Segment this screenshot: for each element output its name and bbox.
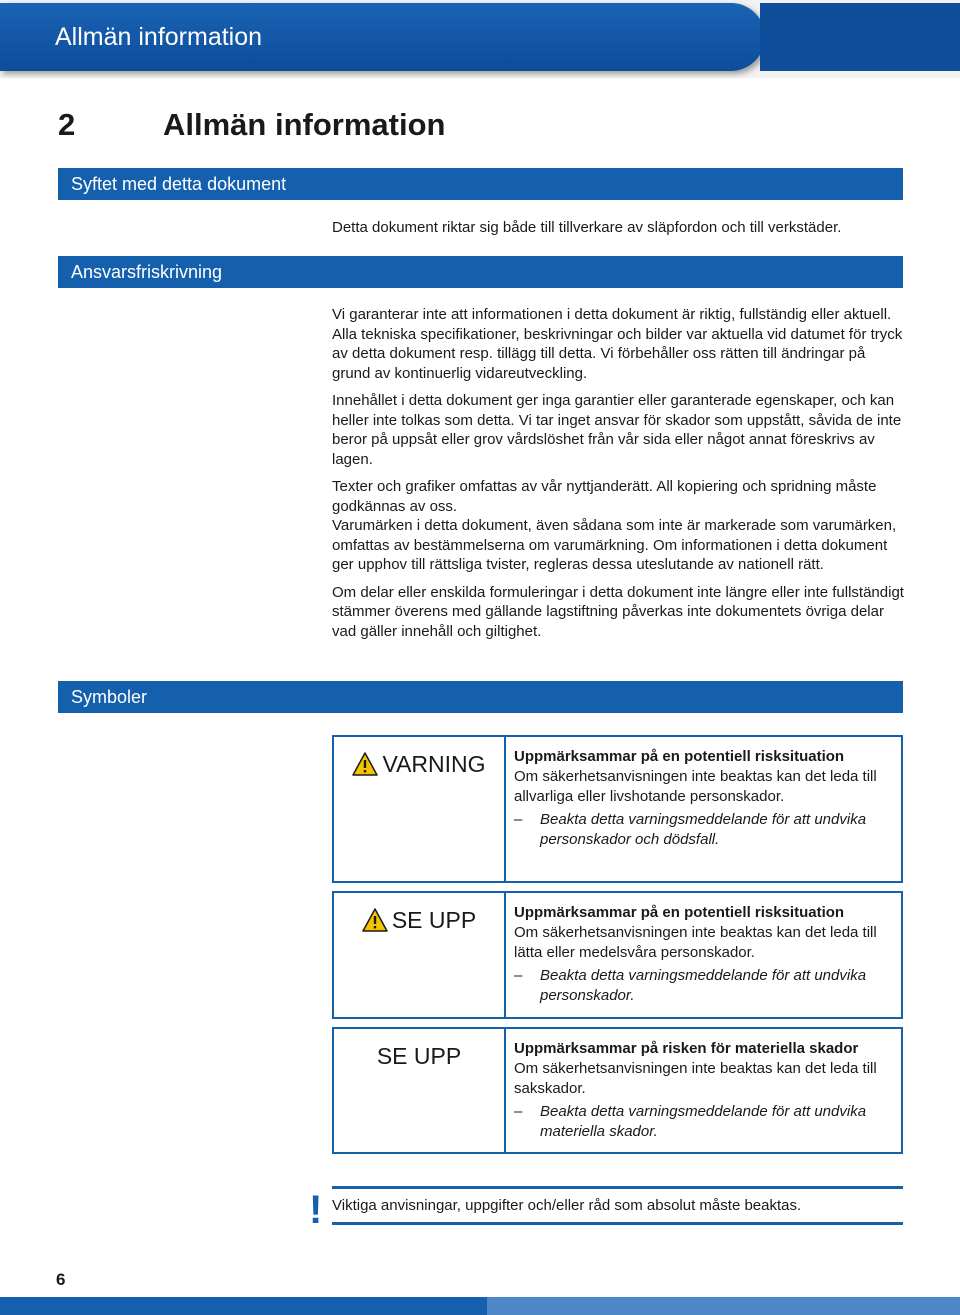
symbol-body: Om säkerhetsanvisningen inte beaktas kan det leda till allvarliga eller livshotande personskador.: [514, 768, 877, 805]
symbol-body: Om säkerhetsanvisningen inte beaktas kan det leda till lätta eller medelsvåra personskador.: [514, 924, 877, 961]
instruction-text: Beakta detta varningsmeddelande för att undvika materiella skador.: [540, 1103, 867, 1140]
chapter-title: Allmän information: [163, 107, 446, 142]
symbol-label: [334, 893, 506, 1017]
instruction-text: Beakta detta varningsmeddelande för att undvika personskador.: [540, 967, 867, 1004]
note-top-rule: [332, 1186, 903, 1189]
header-bar-extension: [760, 3, 960, 71]
section-disclaimer-title: Ansvarsfriskrivning: [58, 256, 903, 288]
dash-mark: –: [514, 811, 523, 828]
disclaimer-paragraph: Vi garanterar inte att informationen i detta dokument är riktig, fullständig eller aktuell. Alla tekniska specifikationer, beskrivningar och bilder var aktuella vid datumet för tryck av detta dokument resp. tillägg till detta. Vi förbehåller oss rätten till ändringar på grund av kontinuerlig vidareutveckling.: [332, 306, 903, 382]
symbol-heading: Uppmärksammar på en potentiell risksituation: [514, 748, 845, 765]
symbol-label-text: VARNING: [382, 751, 486, 777]
symbol-label: [334, 737, 506, 881]
symbol-label-text: SE UPP: [376, 1043, 462, 1069]
symbol-box-property-damage: [332, 1027, 903, 1154]
disclaimer-paragraph: Innehållet i detta dokument ger inga garantier eller garanterade egenskaper, och kan heller inte tolkas som detta. Vi tar inget ansvar för skador som uppstått, såvida de inte beror på uppsåt eller grov vårdslöshet från vår sida eller något annat föreskrivs av lagen.: [332, 392, 902, 468]
symbol-description: [514, 747, 899, 850]
symbol-description: [514, 1039, 899, 1142]
disclaimer-paragraph: Texter och grafiker omfattas av vår nyttjanderätt. All kopiering och spridning måste godkännas av oss.: [332, 478, 877, 515]
symbol-description: [514, 903, 899, 1006]
purpose-text: Detta dokument riktar sig både till tillverkare av släpfordon och till verkstäder.: [332, 219, 842, 236]
symbol-heading: Uppmärksammar på risken för materiella skador: [514, 1040, 859, 1057]
warning-triangle-icon: [352, 752, 378, 776]
warning-triangle-icon: [362, 908, 388, 932]
section-symbols-title: Symboler: [58, 681, 903, 713]
exclamation-icon: !: [309, 1188, 323, 1232]
symbol-box-caution: [332, 891, 903, 1019]
header-title: Allmän information: [55, 23, 263, 51]
symbol-instruction: [514, 1102, 899, 1142]
disclaimer-paragraph: Om delar eller enskilda formuleringar i detta dokument inte längre eller inte fullständigt stämmer överens med gällande lagstiftning påverkas inte dokumentets övriga delar vad gäller innehåll och giltighet.: [332, 583, 904, 640]
disclaimer-text: [332, 305, 904, 641]
symbol-label-text: SE UPP: [391, 907, 477, 933]
footer-bar: [0, 1297, 960, 1315]
chapter-number: 2: [58, 107, 76, 142]
symbol-body: Om säkerhetsanvisningen inte beaktas kan det leda till sakskador.: [514, 1060, 877, 1097]
dash-mark: –: [514, 1103, 523, 1120]
dash-mark: –: [514, 967, 523, 984]
symbol-instruction: [514, 810, 899, 850]
disclaimer-paragraph: Varumärken i detta dokument, även sådana som inte är markerade som varumärken, omfattas av bestämmelserna om varumärkning. Om informationen i detta dokument ger upphov till rättsliga tvister, regleras dessa uteslutande av nationell rätt.: [332, 517, 897, 573]
footer-bar-accent: [487, 1297, 960, 1315]
page-number: 6: [56, 1270, 66, 1289]
chapter-heading: [58, 106, 445, 144]
symbol-label: [334, 1029, 506, 1152]
section-purpose-title: Syftet med detta dokument: [58, 168, 903, 200]
note-bottom-rule: [332, 1222, 903, 1225]
symbol-box-warning: [332, 735, 903, 883]
note-text: Viktiga anvisningar, uppgifter och/eller råd som absolut måste beaktas.: [332, 1197, 802, 1214]
symbol-heading: Uppmärksammar på en potentiell risksituation: [514, 904, 845, 921]
instruction-text: Beakta detta varningsmeddelande för att undvika personskador och dödsfall.: [540, 811, 867, 848]
symbol-instruction: [514, 966, 899, 1006]
